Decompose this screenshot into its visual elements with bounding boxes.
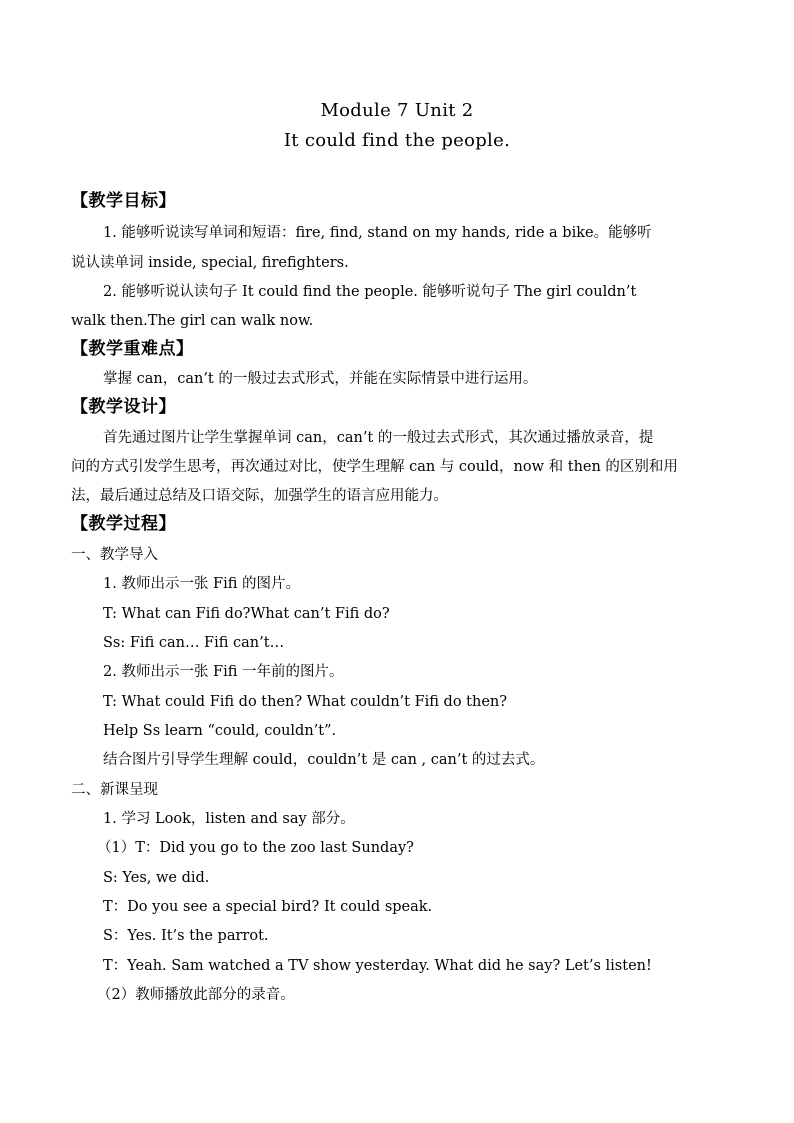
part-2-student-line-1: S: Yes, we did. [103, 870, 210, 886]
objective-2-line-1: 2. 能够听说认读句子 It could find the people. 能够听说句子 The girl couldn’t [103, 284, 637, 300]
design-line-2: 问的方式引发学生思考，再次通过对比，使学生理解 can 与 could，now 和 then 的区别和用 [71, 459, 678, 475]
objectives-heading: 【教学目标】 [71, 191, 176, 211]
part-1-teacher-line-1: T: What can Fifi do?What can’t Fifi do? [103, 606, 390, 622]
part-2-teacher-line-2: T：Do you see a special bird? It could speak. [103, 899, 433, 915]
document-subtitle: It could find the people. [283, 130, 511, 151]
part-1-explain-line: 结合图片引导学生理解 could，couldn’t 是 can , can’t 的过去式。 [103, 752, 545, 768]
part-2-question-2: （2）教师播放此部分的录音。 [97, 987, 295, 1003]
part-1-step-1: 1. 教师出示一张 Fifi 的图片。 [103, 576, 301, 592]
keypoints-text: 掌握 can，can’t 的一般过去式形式，并能在实际情景中进行运用。 [103, 371, 538, 387]
design-line-3: 法，最后通过总结及口语交际，加强学生的语言应用能力。 [71, 488, 448, 504]
part-2-question-1: （1）T：Did you go to the zoo last Sunday? [97, 840, 414, 856]
design-line-1: 首先通过图片让学生掌握单词 can，can’t 的一般过去式形式，其次通过播放录音，提 [103, 430, 654, 446]
objective-1-line-2: 说认读单词 inside, special, firefighters. [71, 255, 349, 271]
part-1-help-line: Help Ss learn “could, couldn’t”. [103, 723, 337, 739]
objective-1-line-1: 1. 能够听说读写单词和短语：fire, find, stand on my hands, ride a bike。能够听 [103, 225, 652, 241]
part-1-students-line-1: Ss: Fifi can… Fifi can’t… [103, 635, 285, 651]
part-2-step-1: 1. 学习 Look，listen and say 部分。 [103, 811, 355, 827]
objective-2-line-2: walk then.The girl can walk now. [71, 313, 314, 329]
document-title: Module 7 Unit 2 [320, 100, 474, 121]
part-1-step-2: 2. 教师出示一张 Fifi 一年前的图片。 [103, 664, 344, 680]
part-2-teacher-line-3: T：Yeah. Sam watched a TV show yesterday. What did he say? Let’s listen! [103, 958, 652, 974]
part-1-heading: 一、教学导入 [71, 547, 158, 563]
process-heading: 【教学过程】 [71, 514, 176, 534]
part-1-teacher-line-2: T: What could Fifi do then? What couldn’t Fifi do then? [103, 694, 508, 710]
part-2-student-line-2: S：Yes. It’s the parrot. [103, 928, 269, 944]
design-heading: 【教学设计】 [71, 397, 176, 417]
part-2-heading: 二、新课呈现 [71, 782, 158, 798]
keypoints-heading: 【教学重难点】 [71, 339, 194, 359]
